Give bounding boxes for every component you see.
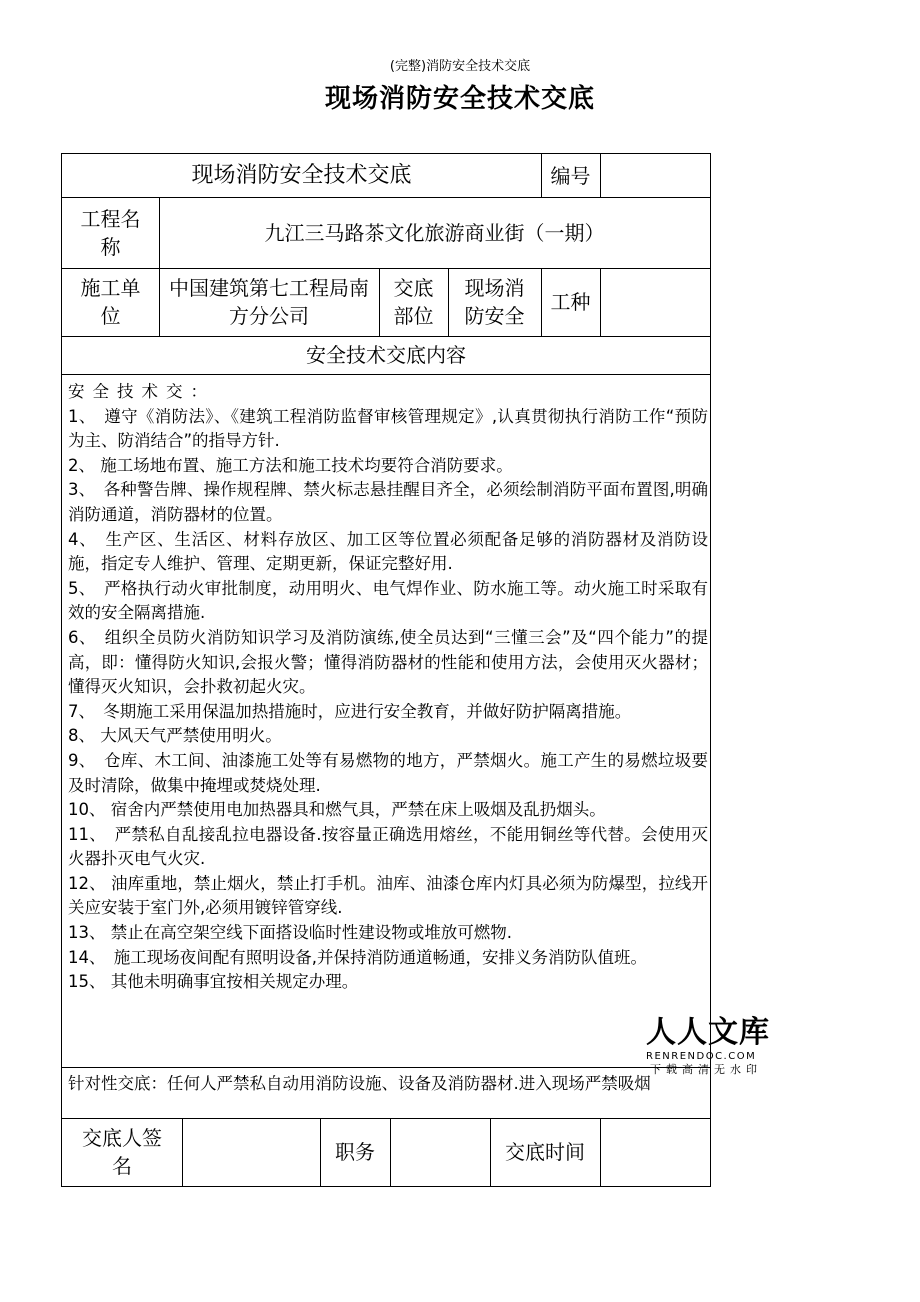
targeted-disclosure: 针对性交底：任何人严禁私自动用消防设施、设备及消防器材.进入现场严禁吸烟 [68,1074,651,1093]
signer-label: 交底人签名 [82,1126,162,1178]
page-title: 现场消防安全技术交底 [324,84,595,114]
list-item: 9、 仓库、木工间、油漆施工处等有易燃物的地方，严禁烟火。施工产生的易燃垃圾要及时清除，做集中掩埋或焚烧处理. [68,750,708,795]
list-item: 12、 油库重地，禁止烟火，禁止打手机。油库、油漆仓库内灯具必须为防爆型，拉线开关应安装于室门外,必须用镀锌管穿线. [68,873,708,918]
list-item: 11、 严禁私自乱接乱拉电器设备.按容量正确选用熔丝，不能用铜丝等代替。会使用灭火器扑灭电气火灾. [68,824,708,869]
contractor-label: 施工单位 [80,276,141,328]
watermark-brand: 人人文库 [646,1015,770,1050]
list-item: 14、 施工现场夜间配有照明设备,并保持消防通道畅通，安排义务消防队值班。 [68,947,647,967]
list-item: 2、 施工场地布置、施工方法和施工技术均要符合消防要求。 [68,455,513,475]
contractor-value: 中国建筑第七工程局南方分公司 [169,276,369,328]
time-label: 交底时间 [505,1140,585,1164]
list-item: 4、 生产区、生活区、材料存放区、加工区等位置必须配备足够的消防器材及消防设施，指定专人维护、管理、定期更新，保证完整好用. [68,529,708,574]
list-item: 10、 宿舍内严禁使用电加热器具和燃气具，严禁在床上吸烟及乱扔烟头。 [68,800,606,820]
list-item: 1、 遵守《消防法》、《建筑工程消防监督审核管理规定》,认真贯彻执行消防工作“预防为主、防消结合”的指导方针. [68,406,708,451]
disclosure-content [68,380,708,995]
trade-label: 工种 [550,290,591,314]
section-title: 安全技术交底内容 [306,343,466,367]
project-name-label: 工程名称 [80,206,141,259]
disclosure-part-label: 交底部位 [393,276,434,328]
watermark-subtitle: 下载高清无水印 [650,1063,762,1076]
trade-field[interactable] [600,268,710,336]
list-item: 3、 各种警告牌、操作规程牌、禁火标志悬挂醒目齐全，必须绘制消防平面布置图,明确消防通道，消防器材的位置。 [68,480,708,524]
signer-field[interactable] [182,1118,320,1186]
disclosure-part-value: 现场消防安全 [464,276,525,328]
table-title: 现场消防安全技术交底 [191,162,412,188]
list-item: 6、 组织全员防火消防知识学习及消防演练,使全员达到“三懂三会”及“四个能力”的提高，即：懂得防火知识,会报火警；懂得消防器材的性能和使用方法，会使用灭火器材；懂得灭火知识，会扑救初起火灾。 [68,627,708,697]
number-field[interactable] [600,154,710,197]
watermark-url: RENRENDOC.COM [646,1051,757,1062]
list-item: 5、 严格执行动火审批制度，动用明火、电气焊作业、防水施工等。动火施工时采取有效的安全隔离措施. [68,578,708,623]
list-item: 8、 大风天气严禁使用明火。 [68,726,282,746]
list-item: 15、 其他未明确事宜按相关规定办理。 [68,972,359,992]
content-heading: 安全技术交： [68,382,215,401]
position-label: 职务 [335,1140,375,1164]
list-item: 13、 禁止在高空架空线下面搭设临时性建设物或堆放可燃物. [68,923,512,943]
project-name-value: 九江三马路茶文化旅游商业街（一期） [264,220,605,245]
header-small-title: (完整)消防安全技术交底 [389,59,531,74]
position-field[interactable] [390,1118,490,1186]
time-field[interactable] [600,1118,710,1186]
watermark-logo [646,1016,776,1077]
list-item: 7、 冬期施工采用保温加热措施时，应进行安全教育，并做好防护隔离措施。 [68,701,632,721]
number-label: 编号 [550,163,591,188]
